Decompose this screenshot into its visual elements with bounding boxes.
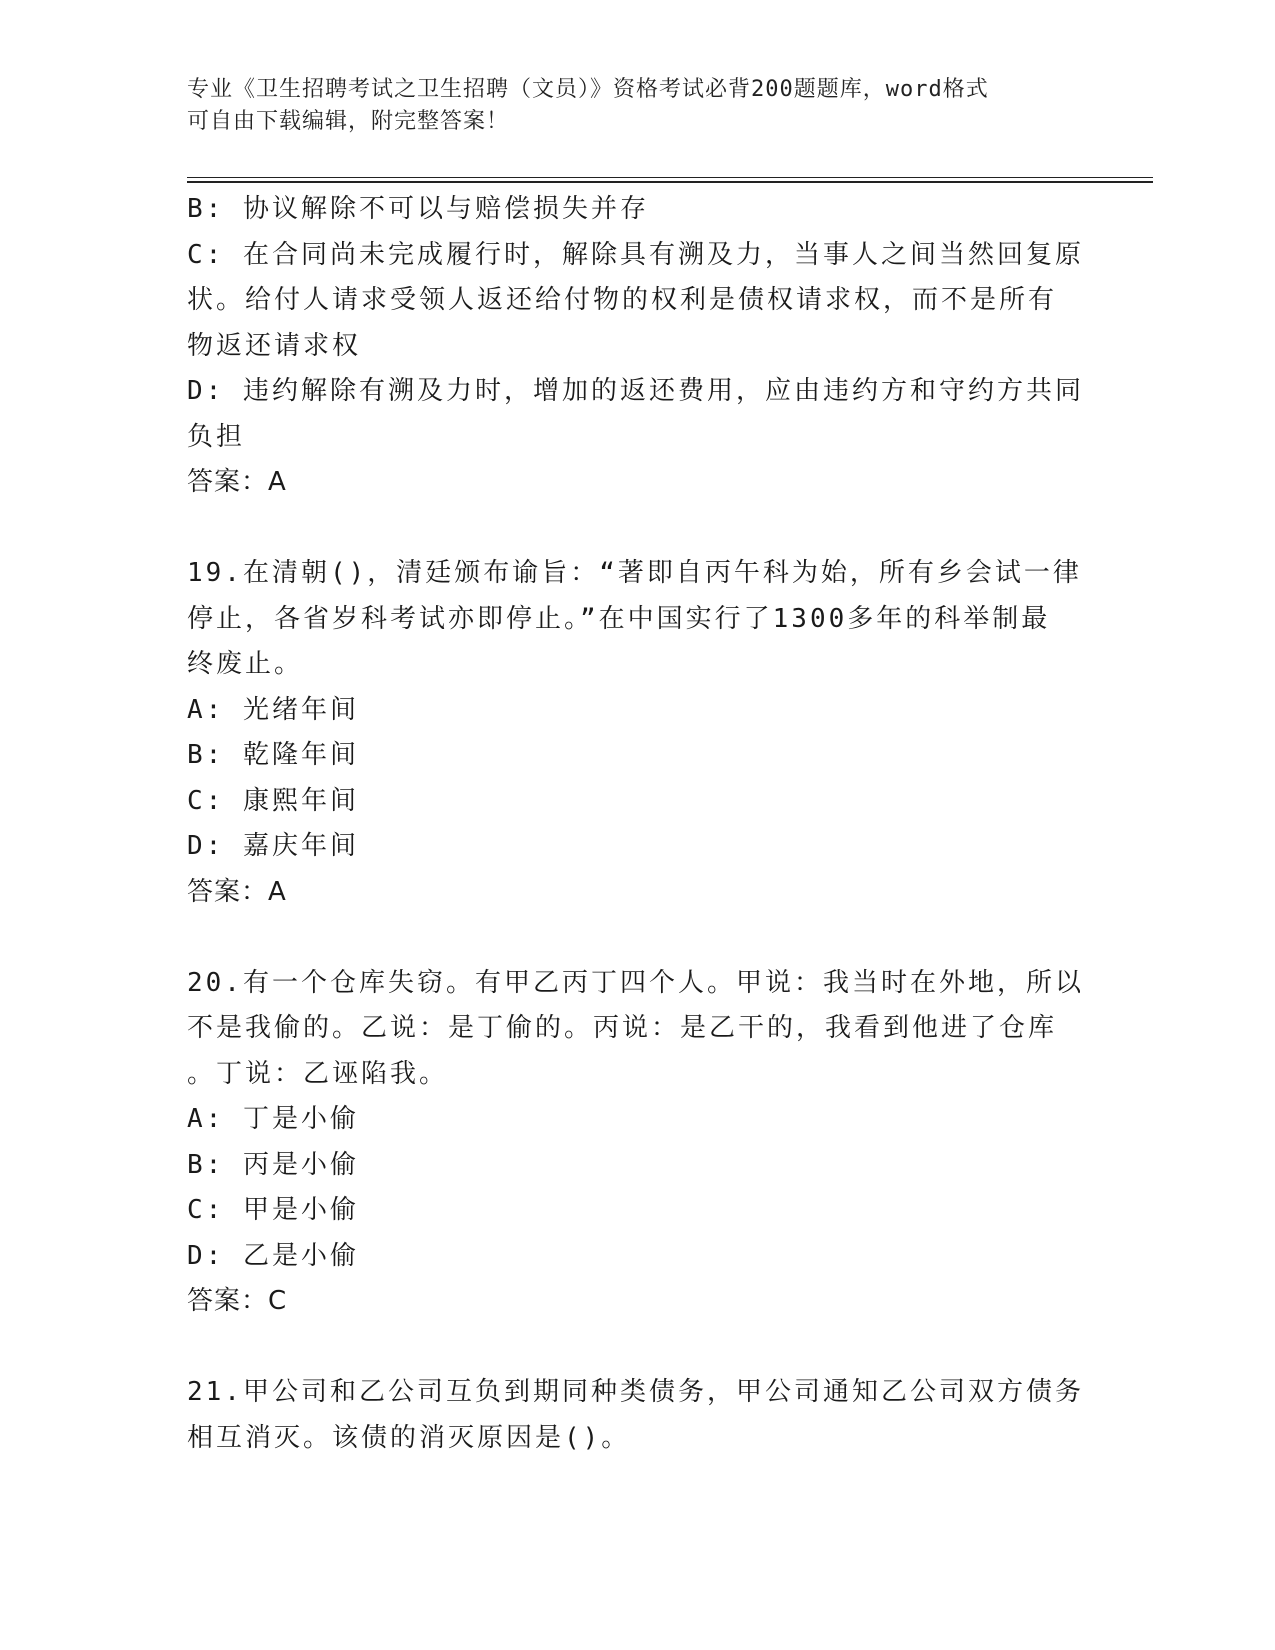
answer: 答案：A <box>187 467 287 497</box>
option-b: B: 乾隆年间 <box>187 740 359 770</box>
answer: 答案：C <box>187 1286 288 1316</box>
option-a: A: 光绪年间 <box>187 694 359 725</box>
question-stem-line-3: 终废止。 <box>187 649 304 679</box>
option-c: C: 甲是小偷 <box>187 1195 359 1225</box>
question-stem-line-1: 20.有一个仓库失窃。有甲乙丙丁四个人。甲说：我当时在外地，所以 <box>187 967 1084 998</box>
document-header <box>187 74 1077 138</box>
spacer <box>187 506 1087 552</box>
spacer <box>187 1325 1087 1371</box>
question-stem-line-3: 。丁说：乙诬陷我。 <box>187 1058 449 1089</box>
option-a: A: 丁是小偷 <box>187 1104 359 1134</box>
header-divider-thin <box>187 177 1153 178</box>
option-c-line-1: C: 在合同尚未完成履行时，解除具有溯及力，当事人之间当然回复原 <box>187 239 1084 270</box>
header-divider-thick <box>187 181 1153 183</box>
option-c-line-2: 状。给付人请求受领人返还给付物的权利是债权请求权，而不是所有 <box>187 285 1058 315</box>
header-line-1: 专业《卫生招聘考试之卫生招聘（文员）》资格考试必背200题题库，word格式 <box>187 77 989 102</box>
question-21-block <box>187 1370 1087 1461</box>
question-stem-line-2: 相互消灭。该债的消灭原因是()。 <box>187 1422 631 1453</box>
option-b: B: 协议解除不可以与赔偿损失并存 <box>187 194 649 224</box>
option-d-line-2: 负担 <box>187 421 246 452</box>
option-c: C: 康熙年间 <box>187 785 359 816</box>
option-d-line-1: D: 违约解除有溯及力时，增加的返还费用，应由违约方和守约方共同 <box>187 376 1084 406</box>
answer: 答案：A <box>187 876 287 907</box>
question-stem-line-2: 不是我偷的。乙说：是丁偷的。丙说：是乙干的，我看到他进了仓库 <box>187 1013 1058 1043</box>
question-18-block <box>187 187 1087 506</box>
question-20-block <box>187 961 1087 1325</box>
question-stem-line-1: 19.在清朝()，清廷颁布谕旨：“著即自丙午科为始，所有乡会试一律 <box>187 558 1082 588</box>
question-stem-line-1: 21.甲公司和乙公司互负到期同种类债务，甲公司通知乙公司双方债务 <box>187 1377 1084 1407</box>
option-d: D: 嘉庆年间 <box>187 831 359 861</box>
spacer <box>187 915 1087 961</box>
question-stem-line-2: 停止，各省岁科考试亦即停止。”在中国实行了1300多年的科举制最 <box>187 603 1051 634</box>
header-line-2: 可自由下载编辑，附完整答案！ <box>187 109 510 134</box>
question-19-block <box>187 551 1087 915</box>
question-content <box>187 187 1087 1461</box>
option-c-line-3: 物返还请求权 <box>187 330 362 361</box>
option-b: B: 丙是小偷 <box>187 1149 359 1180</box>
option-d: D: 乙是小偷 <box>187 1240 359 1271</box>
